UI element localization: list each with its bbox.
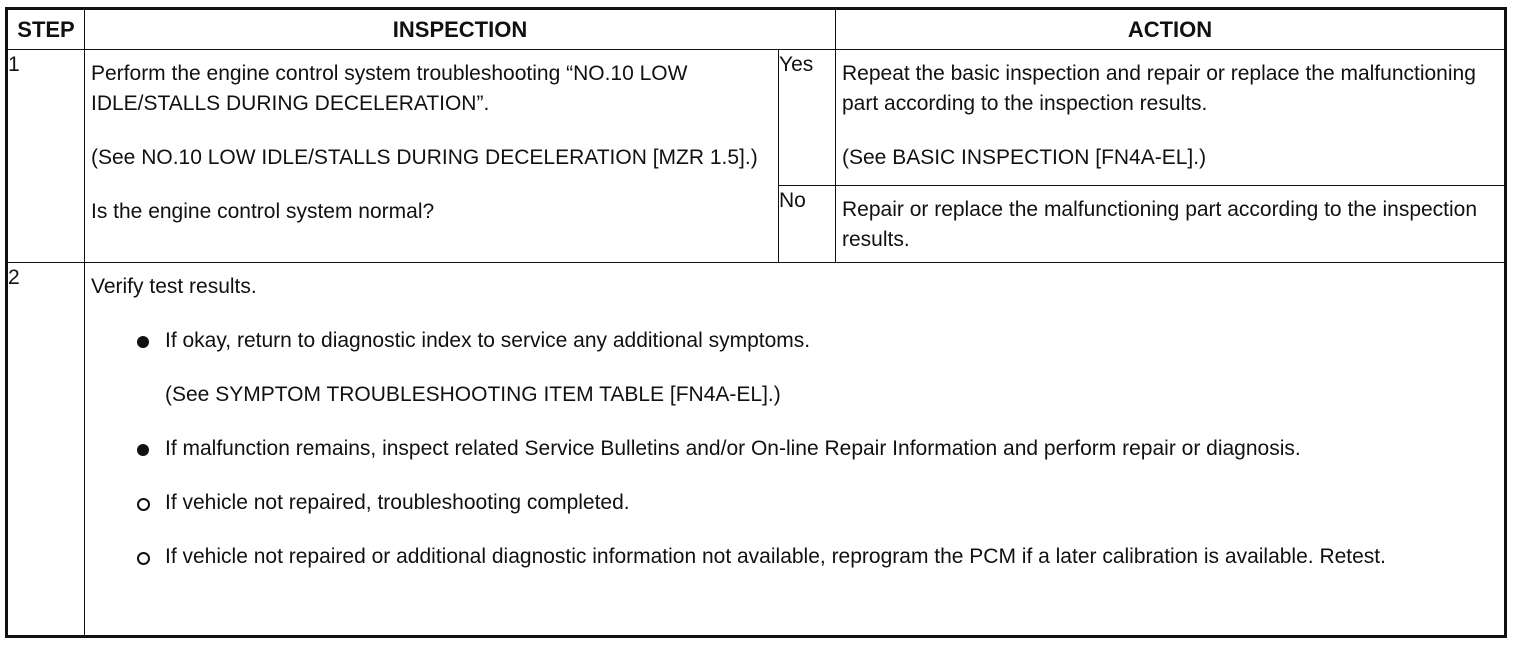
- step1-yes-action-cell: [836, 50, 1505, 186]
- hollow-bullet-icon: [137, 552, 150, 565]
- header-action: ACTION: [836, 10, 1505, 50]
- step1-yes-action-text: Repeat the basic inspection and repair or replace the malfunctioning part according to the inspection results.: [842, 62, 1476, 115]
- step2-bullet2-text: If malfunction remains, inspect related Service Bulletins and/or On-line Repair Information and perform repair or diagnosis.: [165, 437, 1301, 460]
- step2-content-cell: [85, 263, 1505, 636]
- step2-sub-bullet-item: [91, 542, 1498, 572]
- step2-bullet-item: [91, 434, 1498, 464]
- step1-no-label: No: [779, 186, 836, 263]
- step2-number: 2: [8, 263, 85, 636]
- step1-no-action-cell: [836, 186, 1505, 263]
- header-inspection: INSPECTION: [85, 10, 836, 50]
- step2-bullet1-text: If okay, return to diagnostic index to service any additional symptoms.: [165, 329, 811, 352]
- step1-inspection-cell: [85, 50, 779, 263]
- step1-inspection-question: Is the engine control system normal?: [91, 200, 435, 223]
- step2-bullet1-reference: (See SYMPTOM TROUBLESHOOTING ITEM TABLE [FN4A-EL].): [165, 383, 781, 406]
- hollow-bullet-icon: [137, 498, 150, 511]
- troubleshooting-table: [7, 9, 1505, 636]
- step1-inspection-reference: (See NO.10 LOW IDLE/STALLS DURING DECELERATION [MZR 1.5].): [91, 146, 758, 169]
- step2-sub-bullet-list: [91, 488, 1498, 572]
- step2-bullet-list: [91, 326, 1498, 464]
- step1-no-action-text: Repair or replace the malfunctioning part according to the inspection results.: [842, 198, 1478, 251]
- step2-intro: Verify test results.: [91, 275, 257, 298]
- step1-yes-action-reference: (See BASIC INSPECTION [FN4A-EL].): [842, 146, 1207, 169]
- step2-bullet-item: [91, 326, 1498, 410]
- step2-sub-bullet-item: [91, 488, 1498, 518]
- header-row: [8, 10, 1505, 50]
- step2-sub1-text: If vehicle not repaired, troubleshooting completed.: [165, 491, 630, 514]
- header-step: STEP: [8, 10, 85, 50]
- step1-yes-label: Yes: [779, 50, 836, 186]
- step1-inspection-instruction: Perform the engine control system troubleshooting “NO.10 LOW IDLE/STALLS DURING DECELERATION”.: [91, 62, 688, 115]
- step1-yes-row: [8, 50, 1505, 186]
- troubleshooting-table-container: [5, 7, 1507, 638]
- step2-sub2-text: If vehicle not repaired or additional diagnostic information not available, reprogram the PCM if a later calibration is available. Retest.: [165, 545, 1386, 568]
- step1-number: 1: [8, 50, 85, 263]
- filled-bullet-icon: [137, 336, 149, 348]
- step2-row: [8, 263, 1505, 636]
- filled-bullet-icon: [137, 444, 149, 456]
